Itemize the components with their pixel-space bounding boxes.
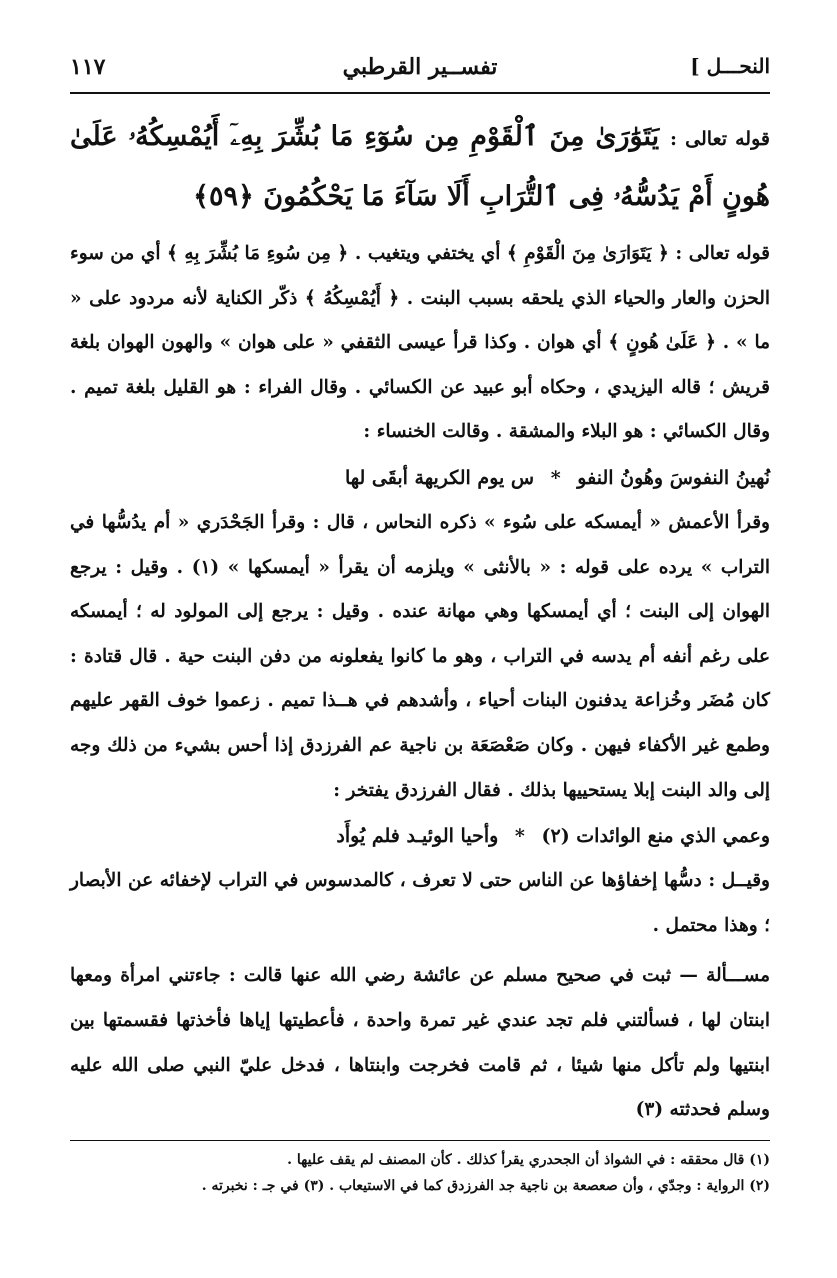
poem-1-right-hemistich: نُهينُ النفوسَ وهُونُ النفو [577,466,770,489]
commentary-body [70,232,770,1133]
paragraph-3: وقيــل : دسُّها إخفاؤها عن الناس حتى لا تعرف ، كالمدسوس في التراب لإخفائه عن الأبصار ؛ وهذا محتمل . [70,870,770,936]
poem-2-left-hemistich: وأحيا الوئيـد فلم يُوأَد [336,825,499,848]
page-header [70,48,770,94]
document-page [70,48,770,1248]
verse-intro: قوله تعالى : [670,128,770,150]
poem-verse-2 [70,813,770,859]
quran-verse [70,108,770,226]
poem-2-right-hemistich: وعمي الذي منع الوائدات (٢) [541,825,770,848]
chapter-title: النحـــل ] [690,54,770,78]
footnote-1: (١) قال محققه : في الشواذ أن الجحدري يقرأ كذلك . كأن المصنف لم يقف عليها . [287,1152,770,1168]
footnote-2: (٢) الرواية : وجدّي ، وأن صعصعة بن ناجية جد الفرزدق كما في الاستيعاب . (٣) في جـ : نخبرته . [201,1178,770,1194]
verse-line-2: عَلَىٰ هُونٍ أَمْ يَدُسُّهُۥ فِى ٱلتُّرَابِ أَلَا سَآءَ مَا يَحْكُمُونَ ﴿٥٩﴾ [70,121,770,212]
book-title: تفســير القرطبي [342,54,498,80]
poem-2-separator: * [514,825,525,848]
page-number: ١١٧ [70,54,106,80]
poem-1-left-hemistich: س يوم الكريهة أبقَى لها [344,466,535,489]
poem-1-separator: * [550,466,561,489]
footnotes [70,1140,770,1199]
paragraph-4: مســـألة — ثبت في صحيح مسلم عن عائشة رضي الله عنها قالت : جاءتني امرأة ومعها ابنتان لها ، فسألتني فلم تجد عندي غير تمرة واحدة ، فأعطيتها إياها فأخذتها فقسمتها بين ابنتيها ولم تأكل منها شيئا ، ثم قامت فخرجت وابنتاها ، فدخل عليّ النبي صلى الله عليه وسلم فحدثته (٣) [70,965,770,1121]
verse-line-1: يَتَوَٰرَىٰ مِنَ ٱلْقَوْمِ مِن سُوٓءِ مَا بُشِّرَ بِهِۦٓ أَيُمْسِكُهُۥ [128,121,660,152]
poem-verse-1 [70,455,770,501]
paragraph-2: وقرأ الأعمش « أيمسكه على سُوء » ذكره النحاس ، قال : وقرأ الجَحْدَري « أم يدُسُّها في التراب » يرده على قوله : « بالأنثى » ويلزمه أن يقرأ « أيمسكها » (١) . وقيل : يرجع الهوان إلى البنت ؛ أي أيمسكها وهي مهانة عنده . وقيل : يرجع إلى المولود له ؛ أيمسكه على رغم أنفه أم يدسه في التراب ، وهو ما كانوا يفعلونه من دفن البنت حية . قال قتادة : كان مُضَر وخُزاعة يدفنون البنات أحياء ، وأشدهم في هــذا تميم . زعموا خوف القهر عليهم وطمع غير الأكفاء فيهن . وكان صَعْصَعَة بن ناجية عم الفرزدق إذا أحس بشيء من ذلك وجه إلى والد البنت إبلا يستحييها بذلك . فقال الفرزدق يفتخر : [70,511,770,801]
paragraph-1: قوله تعالى : ﴿ يَتَوَارَىٰ مِنَ الْقَوْمِ ﴾ أي يختفي ويتغيب . ﴿ مِن سُوءِ مَا بُشِّرَ بِهِ ﴾ أي من سوء الحزن والعار والحياء الذي يلحقه بسبب البنت . ﴿ أَيُمْسِكُهُ ﴾ ذكّر الكناية لأنه مردود على « ما » . ﴿ عَلَىٰ هُونٍ ﴾ أي هوان . وكذا قرأ عيسى الثقفي « على هوان » والهون الهوان بلغة قريش ؛ قاله اليزيدي ، وحكاه أبو عبيد عن الكسائي . وقال الفراء : هو القليل بلغة تميم . وقال الكسائي : هو البلاء والمشقة . وقالت الخنساء : [70,243,770,443]
